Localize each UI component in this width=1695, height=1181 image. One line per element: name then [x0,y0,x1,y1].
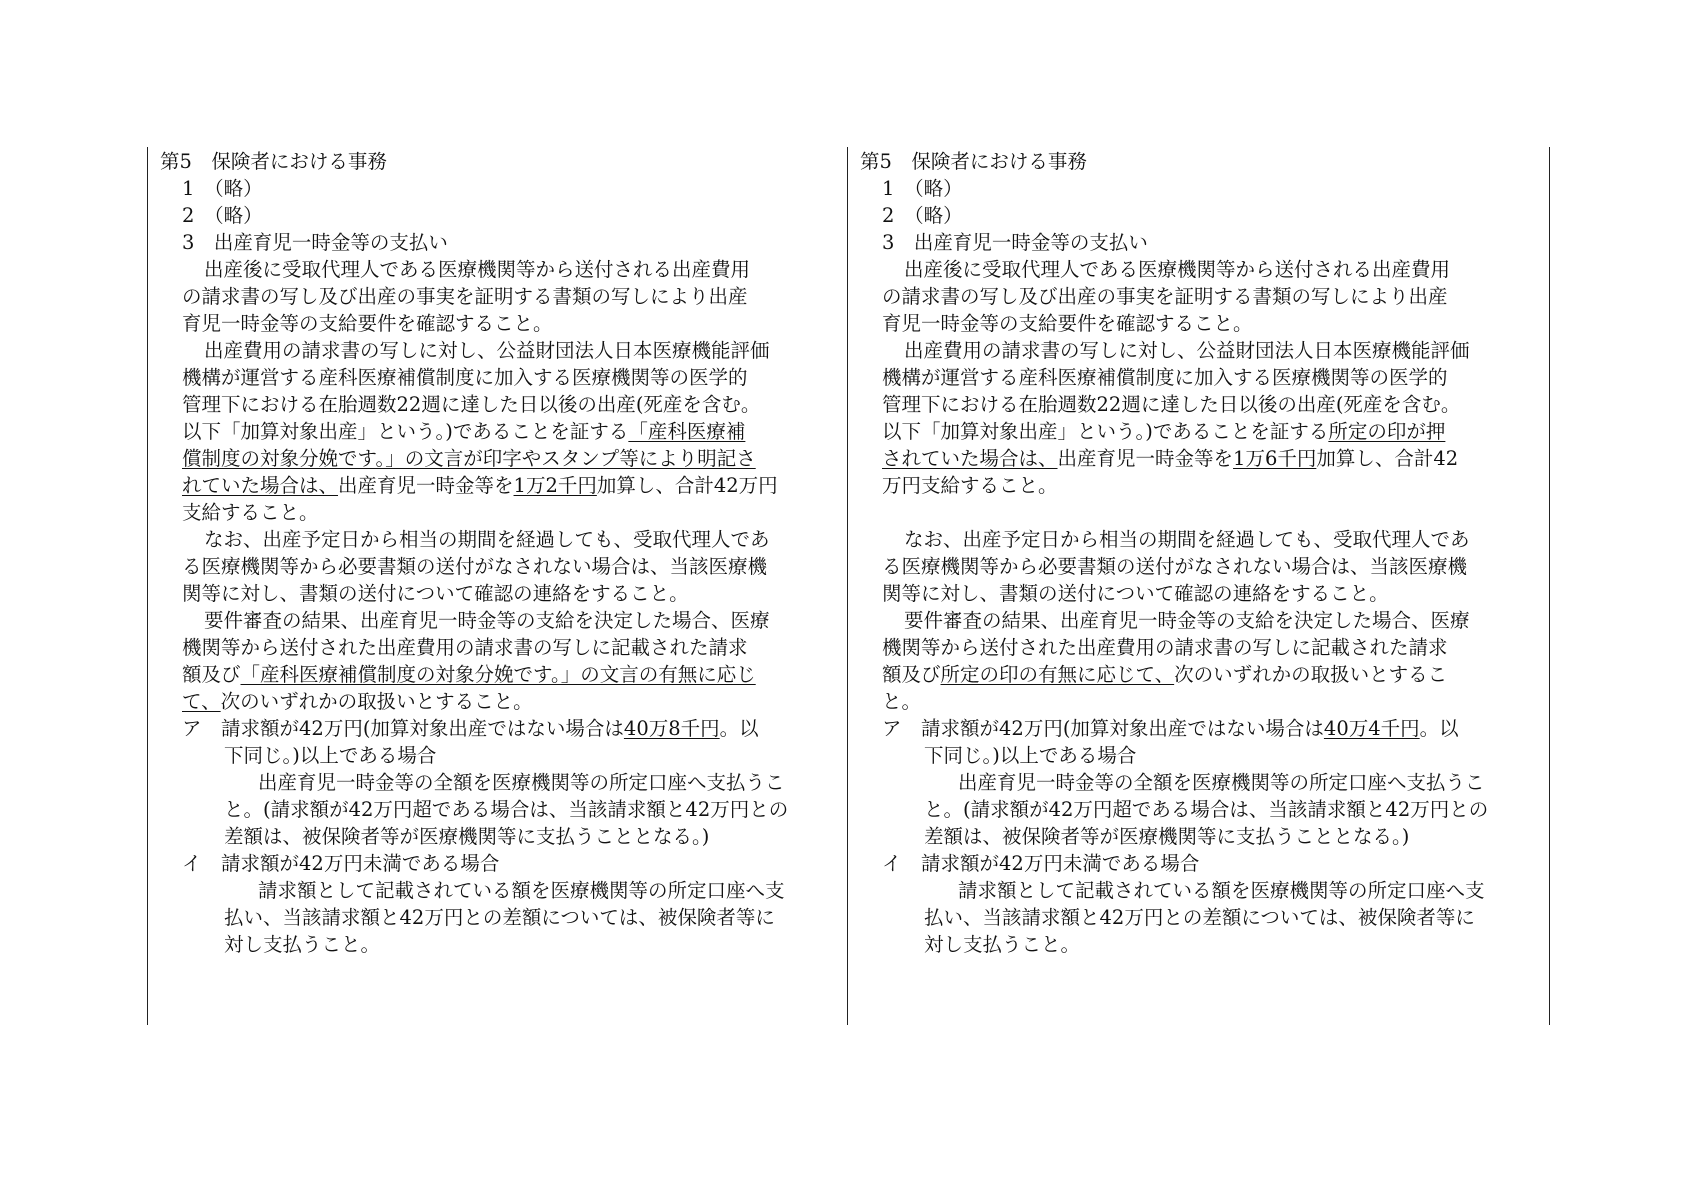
item-2: 2 （略） [182,204,263,227]
paragraph-line: と。(請求額が42万円超である場合は、当該請求額と42万円との [224,798,789,821]
paragraph-line: 育児一時金等の支給要件を確認すること。 [182,312,553,335]
paragraph-line: 関等に対し、書類の送付について確認の連絡をすること。 [882,582,1389,605]
paragraph-line: 出産後に受取代理人である医療機関等から送付される出産費用 [204,258,751,281]
paragraph-line: と。 [882,690,922,713]
paragraph-line: の請求書の写し及び出産の事実を証明する書類の写しにより出産 [882,285,1448,308]
text-segment: 出産育児一時金等を [338,474,514,497]
paragraph-line: 機関等から送付された出産費用の請求書の写しに記載された請求 [182,636,748,659]
paragraph-line: 管理下における在胎週数22週に達した日以後の出産(死産を含む。 [882,393,1461,416]
sub-item-i: イ 請求額が42万円未満である場合 [882,852,1200,875]
paragraph-line: 機構が運営する産科医療補償制度に加入する医療機関等の医学的 [182,366,748,389]
text-segment: 額及び [882,663,941,686]
text-segment: 次のいずれかの取扱いとすること。 [220,690,533,713]
item-2: 2 （略） [882,204,963,227]
section-heading: 第5 保険者における事務 [860,150,1087,173]
underlined-amount: 1万2千円 [513,474,597,497]
paragraph-line: 請求額として記載されている額を医療機関等の所定口座へ支 [958,879,1485,902]
paragraph-line: 要件審査の結果、出産育児一時金等の支給を決定した場合、医療 [204,609,770,632]
text-segment: ア 請求額が42万円(加算対象出産ではない場合は [182,717,624,740]
underlined-amount: 1万6千円 [1233,447,1317,470]
underlined-amount: 40万4千円 [1323,717,1420,740]
paragraph-line: 出産費用の請求書の写しに対し、公益財団法人日本医療機能評価 [904,339,1470,362]
paragraph-line: 出産育児一時金等の全額を医療機関等の所定口座へ支払うこ [258,771,785,794]
item-3-heading: 3 出産育児一時金等の支払い [182,231,448,254]
text-segment: 。以 [1419,717,1459,740]
text-segment: 以下「加算対象出産」という。)であることを証する [882,420,1329,443]
paragraph-line: る医療機関等から必要書類の送付がなされない場合は、当該医療機 [182,555,768,578]
paragraph-line: 出産費用の請求書の写しに対し、公益財団法人日本医療機能評価 [204,339,770,362]
underlined-amount: 40万8千円 [623,717,720,740]
paragraph-line [860,444,1541,473]
text-segment: 加算し、合計42万円 [596,474,778,497]
underlined-text: されていた場合は、 [882,447,1058,470]
paragraph-line: 管理下における在胎週数22週に達した日以後の出産(死産を含む。 [182,393,761,416]
text-segment: 額及び [182,663,241,686]
paragraph-line: 出産後に受取代理人である医療機関等から送付される出産費用 [904,258,1451,281]
paragraph-line: 支給すること。 [182,501,319,524]
underlined-text: 「産科医療補償制度の対象分娩です。」の文言の有無に応じ [240,663,756,686]
paragraph-line [160,687,839,716]
right-column [847,147,1550,1025]
paragraph-line: なお、出産予定日から相当の期間を経過しても、受取代理人であ [204,528,770,551]
sub-item-a [160,714,839,743]
text-segment: 以下「加算対象出産」という。)であることを証する [182,420,629,443]
paragraph-line: の請求書の写し及び出産の事実を証明する書類の写しにより出産 [182,285,748,308]
paragraph-line: 機関等から送付された出産費用の請求書の写しに記載された請求 [882,636,1448,659]
sub-item-i: イ 請求額が42万円未満である場合 [182,852,500,875]
paragraph-line: と。(請求額が42万円超である場合は、当該請求額と42万円との [924,798,1489,821]
underlined-text: て、 [182,690,221,713]
paragraph-line [160,660,839,689]
paragraph-line: 育児一時金等の支給要件を確認すること。 [882,312,1253,335]
text-segment: 出産育児一時金等を [1057,447,1234,470]
underlined-line: 償制度の対象分娩です。」の文言が印字やスタンプ等により明記さ [182,447,756,470]
paragraph-line: なお、出産予定日から相当の期間を経過しても、受取代理人であ [904,528,1470,551]
section-heading: 第5 保険者における事務 [160,150,387,173]
paragraph-line: 請求額として記載されている額を医療機関等の所定口座へ支 [258,879,785,902]
paragraph-line: 払い、当該請求額と42万円との差額については、被保険者等に [224,906,775,929]
paragraph-line: 対し支払うこと。 [224,933,381,956]
underlined-text: れていた場合は、 [182,474,339,497]
text-segment: 加算し、合計42 [1316,447,1459,470]
paragraph-line: る医療機関等から必要書類の送付がなされない場合は、当該医療機 [882,555,1468,578]
paragraph-line [160,471,839,500]
underlined-text: 「産科医療補 [628,420,746,443]
sub-item-a [860,714,1541,743]
paragraph-line: 関等に対し、書類の送付について確認の連絡をすること。 [182,582,689,605]
paragraph-line: 要件審査の結果、出産育児一時金等の支給を決定した場合、医療 [904,609,1470,632]
text-segment: ア 請求額が42万円(加算対象出産ではない場合は [882,717,1324,740]
paragraph-line: 機構が運営する産科医療補償制度に加入する医療機関等の医学的 [882,366,1448,389]
paragraph-line [860,660,1541,689]
paragraph-line: 差額は、被保険者等が医療機関等に支払うこととなる。) [224,825,710,848]
item-3-heading: 3 出産育児一時金等の支払い [882,231,1148,254]
paragraph-line: 対し支払うこと。 [924,933,1081,956]
paragraph-line: 下同じ。)以上である場合 [924,744,1137,767]
underlined-text: 所定の印の有無に応じて、 [940,663,1175,686]
paragraph-line: 出産育児一時金等の全額を医療機関等の所定口座へ支払うこ [958,771,1485,794]
paragraph-line [160,417,839,446]
paragraph-line: 払い、当該請求額と42万円との差額については、被保険者等に [924,906,1475,929]
paragraph-line: 差額は、被保険者等が医療機関等に支払うこととなる。) [924,825,1410,848]
underlined-text: 所定の印が押 [1328,420,1446,443]
paragraph-line [860,417,1541,446]
text-segment: 次のいずれかの取扱いとするこ [1174,663,1448,686]
paragraph-line: 下同じ。)以上である場合 [224,744,437,767]
left-column [147,147,847,1025]
item-1: 1 （略） [882,177,963,200]
text-segment: 。以 [719,717,759,740]
item-1: 1 （略） [182,177,263,200]
paragraph-line: 万円支給すること。 [882,474,1058,497]
